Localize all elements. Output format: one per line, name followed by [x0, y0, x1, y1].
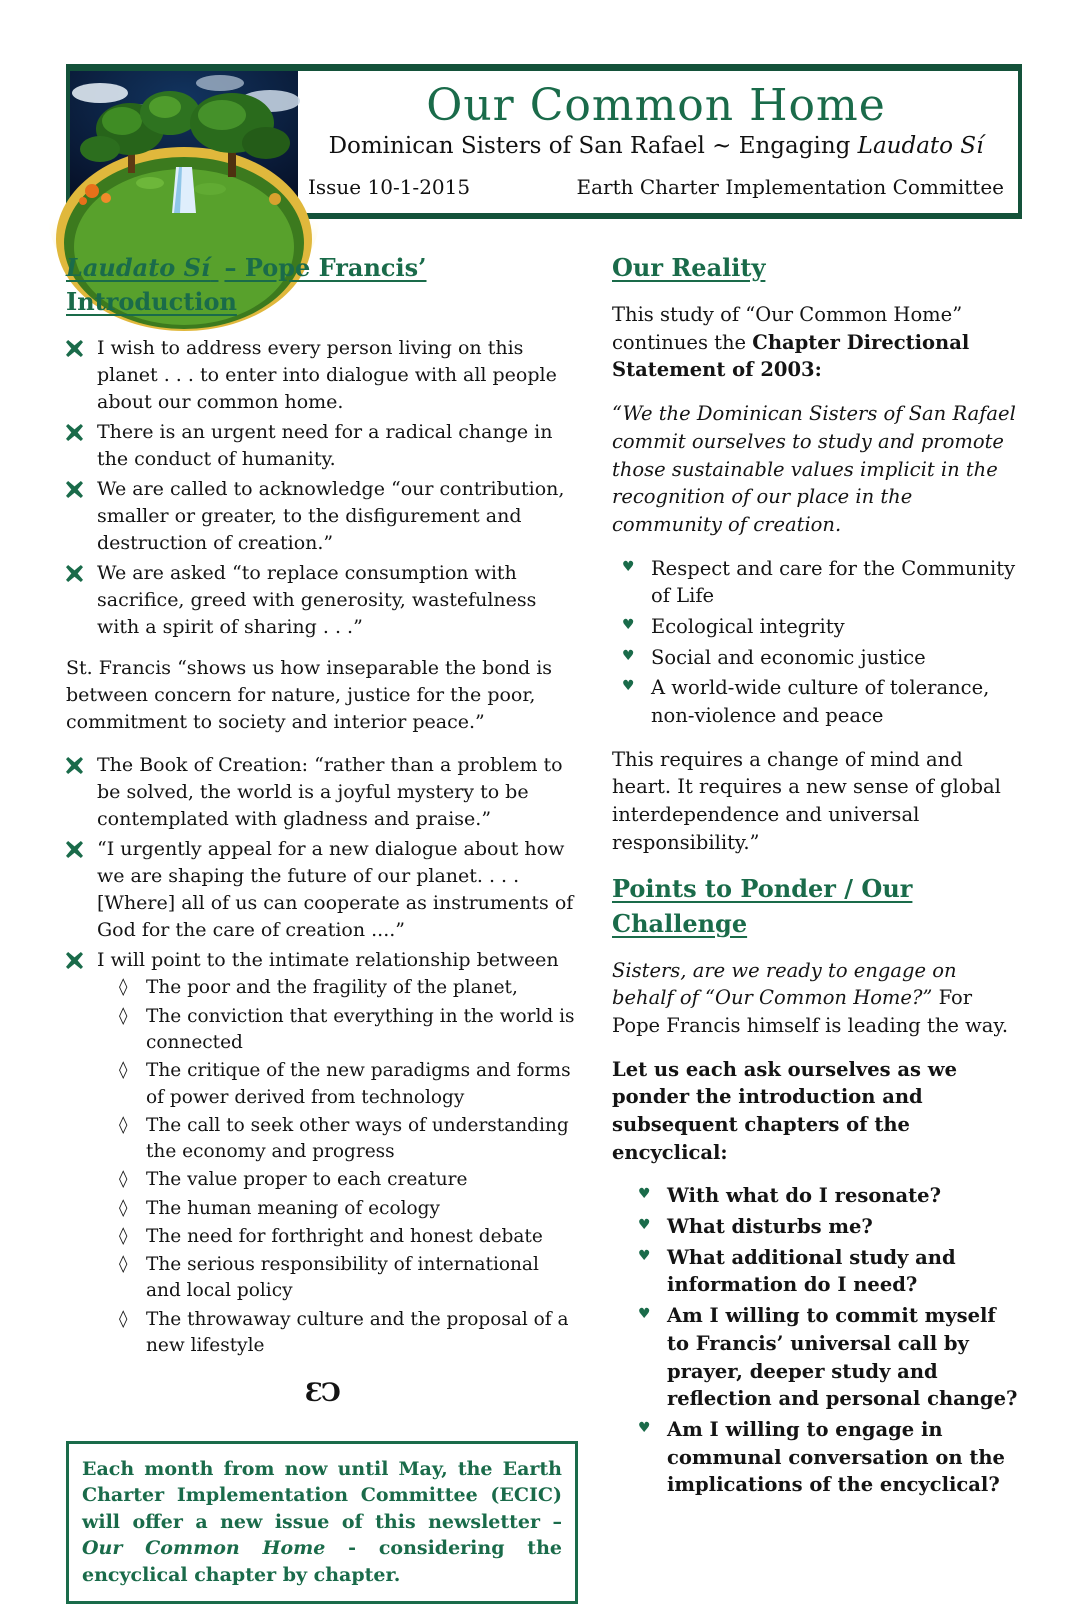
list-item [638, 1416, 1022, 1499]
diamond-bullet-icon: ◊ [119, 1114, 128, 1135]
sisters-question-italic: Sisters, are we ready to engage on behalf of “Our Common Home?” [612, 958, 957, 1010]
bullet-text: Social and economic justice [651, 645, 926, 669]
commitment-quote: “We the Dominican Sisters of San Rafael commit ourselves to study and promote those sustainable values implicit in the recognition of our place in the community of creation. [612, 402, 1016, 536]
issue-label: Issue 10-1-2015 [308, 174, 471, 199]
bullet-text: What disturbs me? [667, 1215, 873, 1239]
x-bullet-icon [66, 481, 83, 557]
creation-bullet-list [66, 752, 578, 1361]
list-item [119, 1058, 578, 1111]
newsletter-title: Our Common Home [426, 80, 886, 132]
subbullet-text: The poor and the fragility of the planet, [146, 977, 518, 999]
subbullet-text: The human meaning of ecology [146, 1197, 440, 1219]
list-item [119, 1307, 578, 1360]
heart-bullet-icon: ♥ [638, 1186, 651, 1203]
x-bullet-icon [66, 424, 83, 473]
x-bullet-icon [66, 340, 83, 416]
earth-tree-collage-image [70, 71, 298, 213]
subtitle-laudato-si: Laudato Sí [857, 132, 984, 159]
bullet-text: There is an urgent need for a radical change in the conduct of humanity. [97, 421, 553, 471]
bullet-text: Am I willing to engage in communal conversation on the implications of the encyclical? [667, 1417, 1005, 1497]
bullet-text: Am I willing to commit myself to Francis’ universal call by prayer, deeper study and reflection and personal change? [667, 1304, 1018, 1411]
bullet-text: “I urgently appeal for a new dialogue about how we are shaping the future of our planet. . . . [Where] all of us can cooperate as instruments of God for the care of creation ....” [97, 837, 574, 941]
diamond-bullet-icon: ◊ [119, 1225, 128, 1246]
list-item [622, 674, 1022, 729]
x-bullet-icon [66, 757, 83, 833]
newsletter-subtitle [308, 133, 1004, 159]
bullet-text: Ecological integrity [651, 614, 845, 638]
subbullet-text: The serious responsibility of international and local policy [146, 1254, 539, 1302]
right-column [612, 251, 1022, 1604]
list-item [66, 335, 578, 416]
heart-bullet-icon: ♥ [622, 616, 635, 633]
diamond-bullet-icon: ◊ [119, 1308, 128, 1329]
list-item [638, 1182, 1022, 1210]
issue-row [308, 175, 1004, 199]
diamond-bullet-icon: ◊ [119, 1197, 128, 1218]
bullet-with-sublist [97, 947, 578, 1362]
subbullet-text: The conviction that everything in the world is connected [146, 1005, 575, 1053]
list-item [638, 1302, 1022, 1413]
subbullet-text: The critique of the new paradigms and forms of power derived from technology [146, 1060, 571, 1108]
announcement-title-italic: Our Common Home [82, 1537, 326, 1560]
bullet-text: We are called to acknowledge “our contribution, smaller or greater, to the disfigurement and destruction of creation.” [97, 478, 565, 554]
list-item [119, 1196, 578, 1222]
list-item [119, 1004, 578, 1057]
section-end-ornament: ƐϽ [305, 1378, 339, 1408]
sisters-paragraph [612, 957, 1022, 1040]
list-item [66, 476, 578, 557]
list-item [66, 947, 578, 1362]
list-item [638, 1244, 1022, 1299]
heart-bullet-icon: ♥ [638, 1306, 651, 1323]
bullet-text: A world-wide culture of tolerance, non-violence and peace [651, 676, 990, 728]
directional-statement-bold: Chapter Directional Statement of 2003: [612, 330, 970, 382]
our-reality-heading: Our Reality [612, 253, 766, 282]
heart-bullet-icon: ♥ [638, 1217, 651, 1234]
sisters-rest: For Pope Francis himself is leading the way. [612, 986, 1009, 1037]
bullet-text: We are asked “to replace consumption with sacrifice, greed with generosity, wastefulness with a spirit of sharing . . .” [97, 561, 537, 638]
announcement-suffix: - considering the encyclical chapter by chapter. [82, 1537, 562, 1587]
list-item [622, 555, 1022, 610]
x-bullet-icon [66, 841, 83, 944]
diamond-bullet-icon: ◊ [119, 1005, 128, 1026]
intro-bullet-list [66, 335, 578, 641]
subbullet-text: The value proper to each creature [146, 1169, 468, 1191]
left-section-heading [66, 251, 578, 319]
list-item [119, 1113, 578, 1166]
change-of-heart-paragraph: This requires a change of mind and heart. It requires a new sense of global interdependence and universal responsibility.” [612, 747, 1001, 854]
diamond-bullet-icon: ◊ [119, 1254, 128, 1275]
relationship-sublist [119, 975, 578, 1359]
subbullet-text: The need for forthright and honest debate [146, 1225, 543, 1247]
list-item [66, 752, 578, 833]
subtitle-prefix: Dominican Sisters of San Rafael ~ Engaging [328, 132, 858, 159]
list-item [119, 1224, 578, 1250]
earth-tree-illustration [70, 71, 298, 213]
header [66, 64, 1022, 219]
list-item [119, 1167, 578, 1193]
header-text [298, 71, 1018, 213]
bullet-text: What additional study and information do I need? [667, 1245, 956, 1297]
diamond-bullet-icon: ◊ [119, 1169, 128, 1190]
reality-paragraph [612, 301, 1022, 384]
heart-bullet-icon: ♥ [622, 647, 635, 664]
x-bullet-icon [66, 565, 83, 641]
committee-label: Earth Charter Implementation Committee [576, 174, 1004, 199]
subbullet-text: The call to seek other ways of understanding the economy and progress [146, 1114, 569, 1163]
list-item [66, 419, 578, 473]
list-item [119, 975, 578, 1001]
bullet-text: Respect and care for the Community of Life [651, 556, 1016, 608]
list-item [622, 644, 1022, 672]
list-item [638, 1213, 1022, 1241]
values-list [612, 555, 1022, 730]
announcement-box [66, 1441, 578, 1604]
bullet-text: The Book of Creation: “rather than a problem to be solved, the world is a joyful mystery to be contemplated with gladness and praise.” [97, 753, 563, 830]
x-bullet-icon [66, 952, 83, 1362]
points-to-ponder-heading: Points to Ponder / Our Challenge [612, 874, 913, 938]
heart-bullet-icon: ♥ [622, 558, 635, 575]
bullet-text: With what do I resonate? [667, 1184, 941, 1208]
subbullet-text: The throwaway culture and the proposal of a new lifestyle [146, 1308, 569, 1356]
ponder-question-list [612, 1182, 1022, 1499]
heart-bullet-icon: ♥ [638, 1419, 651, 1436]
heading-laudato-si: Laudato Sí [66, 253, 211, 282]
reality-paragraph-prefix: This study of “Our Common Home” continues the [612, 303, 963, 354]
list-item [622, 613, 1022, 641]
list-item [119, 1252, 578, 1305]
heart-bullet-icon: ♥ [638, 1247, 651, 1264]
content-columns [66, 251, 1022, 1604]
announcement-prefix: Each month from now until May, the Earth Charter Implementation Committee (ECIC) will offer a new issue of this newsletter – [82, 1457, 562, 1533]
heart-bullet-icon: ♥ [622, 678, 635, 695]
bullet-text: I wish to address every person living on this planet . . . to enter into dialogue with all people about our common home. [97, 337, 557, 414]
list-item [66, 836, 578, 944]
left-column [66, 251, 578, 1604]
bullet-text: I will point to the intimate relationship between [97, 948, 559, 971]
ask-ourselves-paragraph: Let us each ask ourselves as we ponder the introduction and subsequent chapters of the encyclical: [612, 1057, 958, 1164]
st-francis-paragraph: St. Francis “shows us how inseparable the bond is between concern for nature, justice for the poor, commitment to society and interior peace.” [66, 656, 553, 733]
list-item [66, 560, 578, 641]
heading-rest: – Pope Francis’ Introduction [66, 253, 427, 317]
diamond-bullet-icon: ◊ [119, 1060, 128, 1081]
diamond-bullet-icon: ◊ [119, 977, 128, 998]
